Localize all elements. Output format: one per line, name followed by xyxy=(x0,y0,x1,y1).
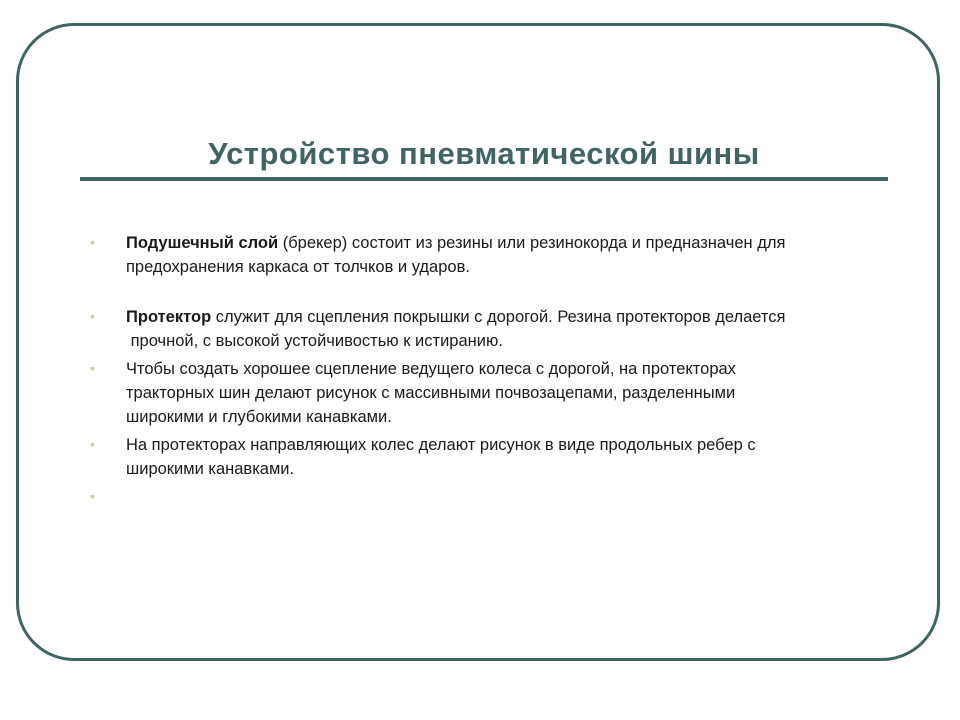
bullet-list xyxy=(90,231,890,509)
bullet-term: Протектор xyxy=(126,308,212,326)
bullet-item-cushion-layer xyxy=(90,231,890,279)
title-underline xyxy=(80,177,888,181)
bullet-item-empty xyxy=(90,485,890,509)
bullet-term: Подушечный слой xyxy=(126,234,279,252)
bullet-text: прочной, с высокой устойчивостью к истиранию. xyxy=(126,332,503,350)
bullet-line xyxy=(126,231,890,255)
bullet-item-steering-wheel xyxy=(90,433,890,481)
bullet-item-drive-wheel xyxy=(90,357,890,429)
bullet-line xyxy=(126,305,890,329)
bullet-dot-icon: • xyxy=(90,308,95,324)
slide-title: Устройство пневматической шины xyxy=(208,136,760,171)
bullet-text: Чтобы создать хорошее сцепление ведущего колеса с дорогой, на протекторах xyxy=(126,360,736,378)
bullet-text: На протекторах направляющих колес делают рисунок в виде продольных ребер с xyxy=(126,436,756,454)
bullet-dot-icon: • xyxy=(90,360,95,376)
bullet-text: (брекер) состоит из резины или резинокорда и предназначен для xyxy=(278,234,786,252)
bullet-text: широкими и глубокими канавками. xyxy=(126,408,392,426)
bullet-item-tread xyxy=(90,305,890,353)
bullet-dot-icon: • xyxy=(90,488,95,504)
bullet-text: предохранения каркаса от толчков и ударов. xyxy=(126,258,470,276)
bullet-text: широкими канавками. xyxy=(126,460,295,478)
bullet-dot-icon: • xyxy=(90,436,95,452)
bullet-text: тракторных шин делают рисунок с массивными почвозацепами, разделенными xyxy=(126,384,736,402)
bullet-dot-icon: • xyxy=(90,234,95,250)
bullet-text: служит для сцепления покрышки с дорогой. Резина протекторов делается xyxy=(211,308,786,326)
